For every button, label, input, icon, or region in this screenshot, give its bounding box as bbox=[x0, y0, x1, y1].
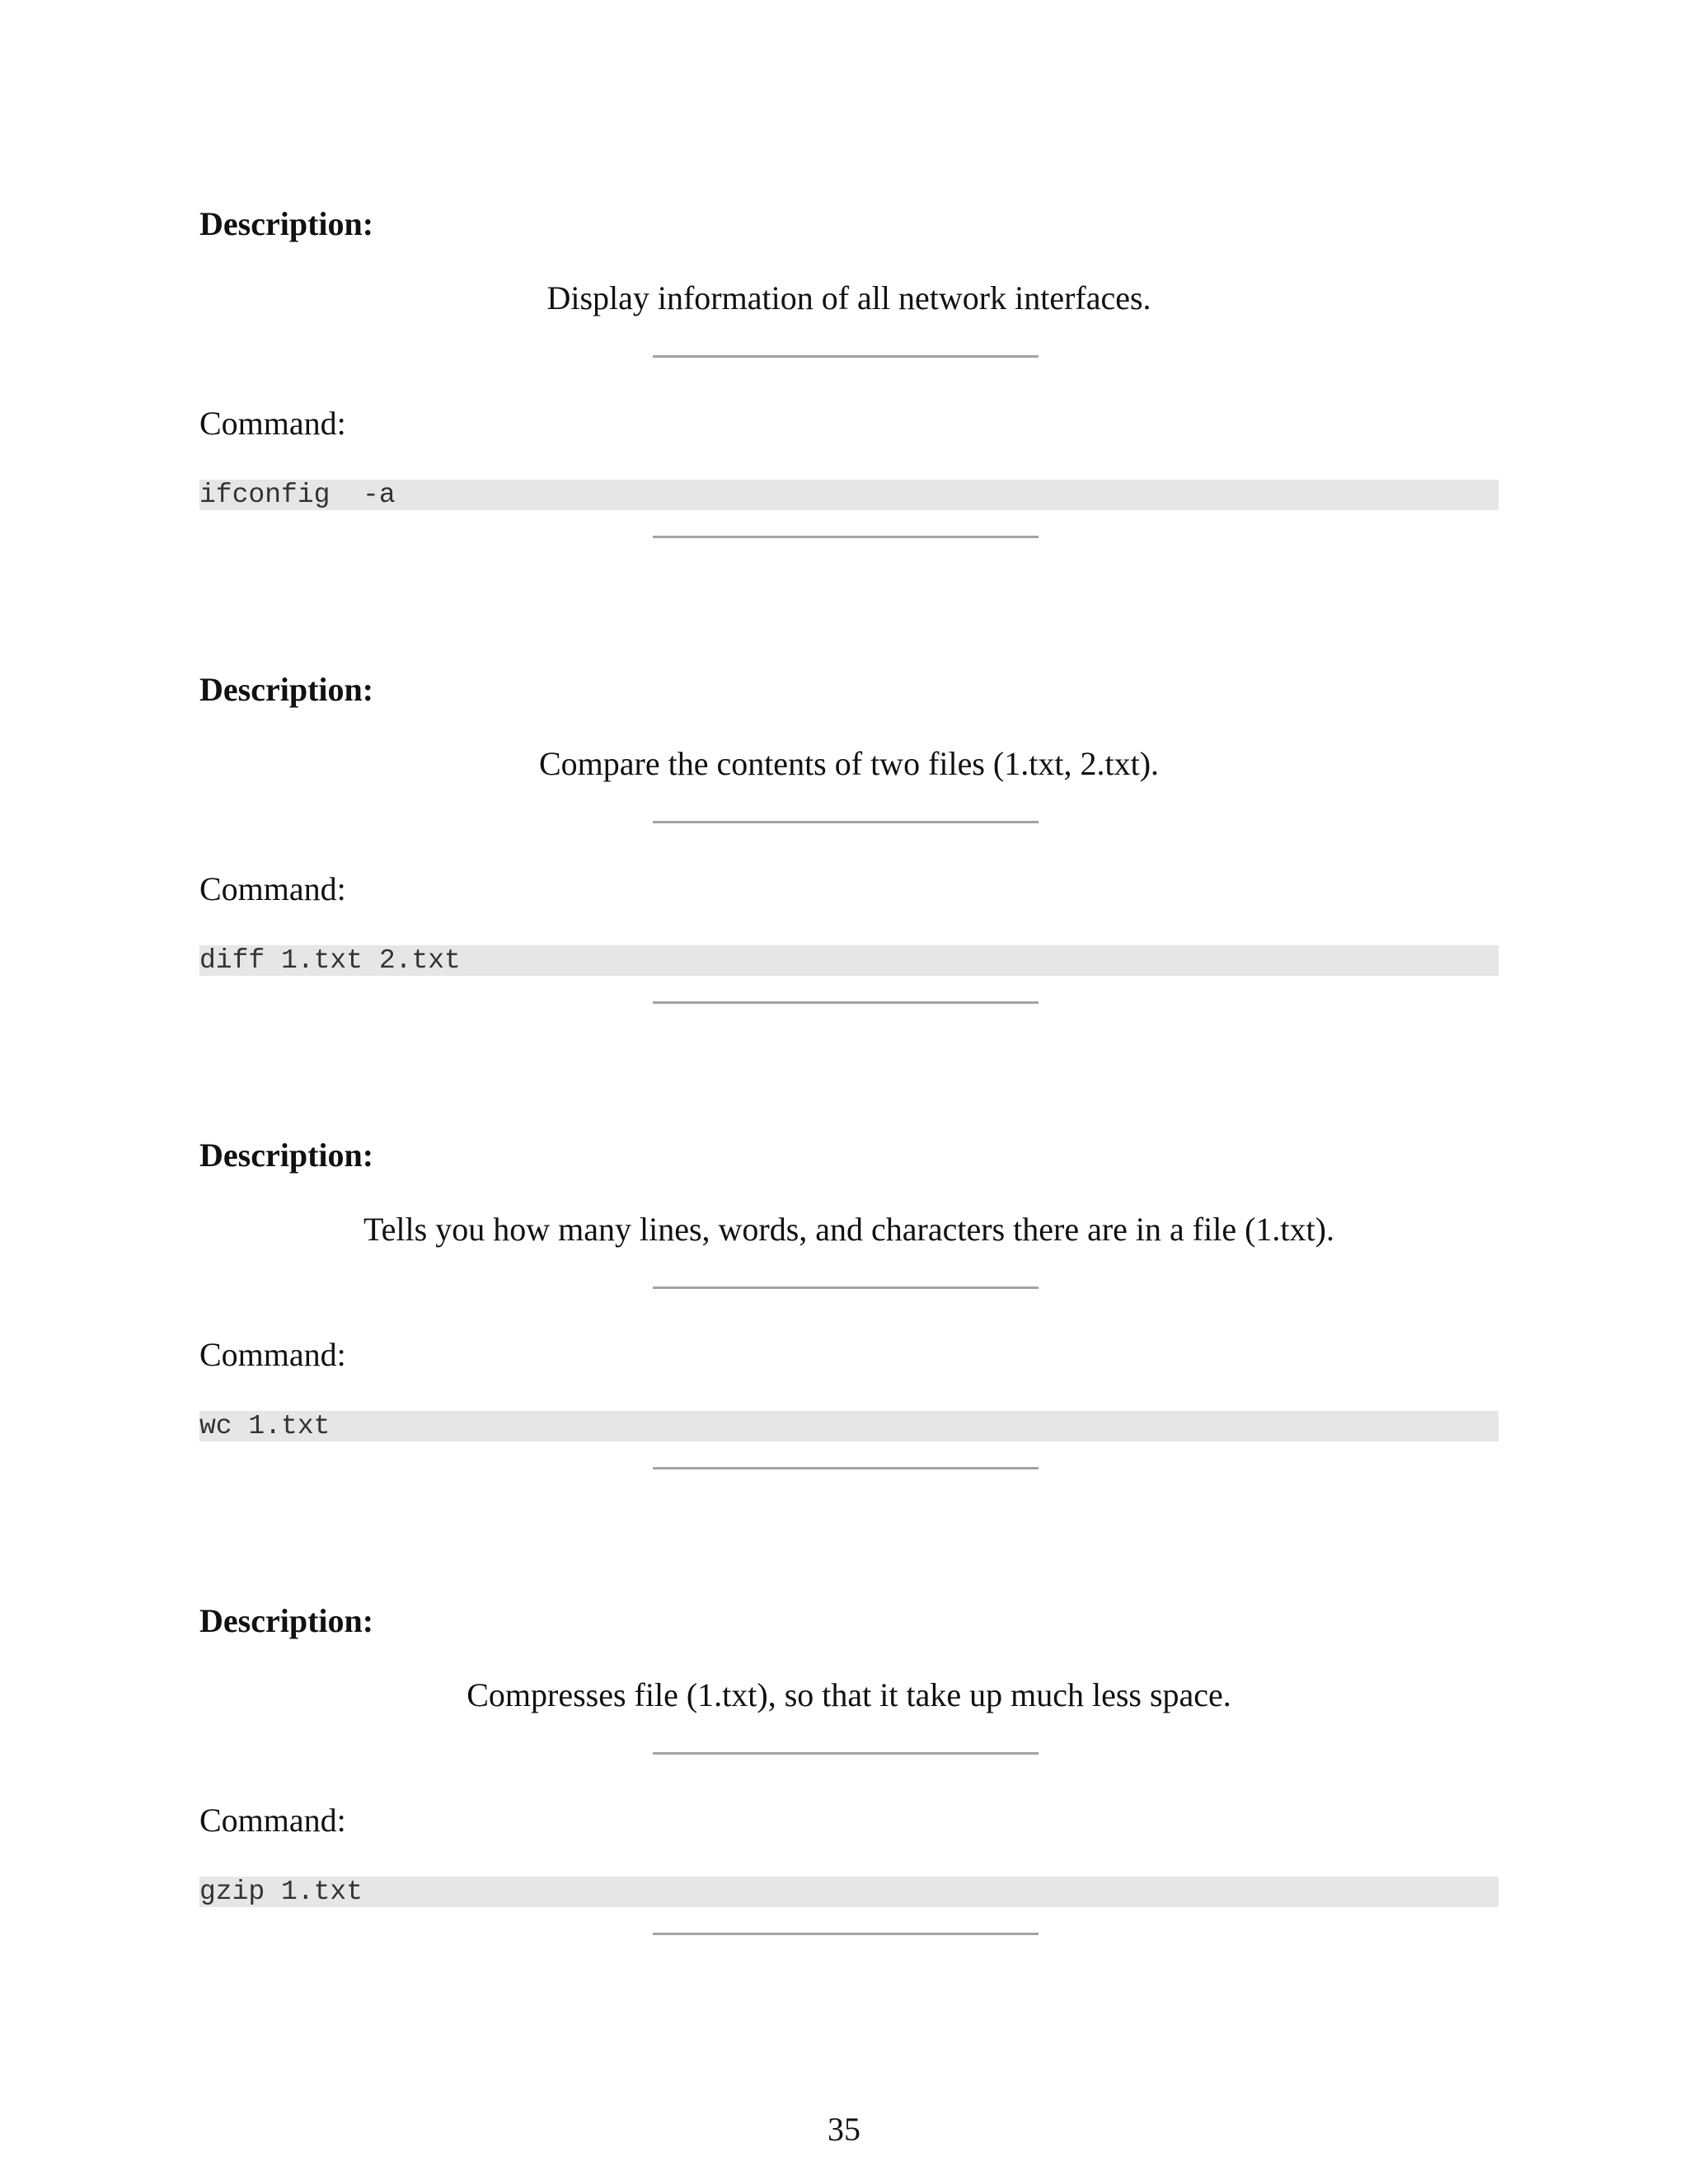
divider-line bbox=[653, 1001, 1039, 1004]
description-text: Tells you how many lines, words, and characters there are in a file (1.txt). bbox=[363, 1211, 1334, 1248]
divider-line bbox=[653, 1467, 1039, 1469]
command-label: Command: bbox=[199, 1336, 346, 1373]
divider-line bbox=[653, 1752, 1039, 1755]
command-entry-gzip bbox=[0, 1578, 1688, 2023]
page-number: 35 bbox=[828, 2111, 860, 2148]
command-entry-ifconfig bbox=[0, 181, 1688, 626]
description-label: Description: bbox=[199, 205, 374, 242]
command-entry-wc bbox=[0, 1113, 1688, 1558]
divider-line bbox=[653, 821, 1039, 823]
divider-line bbox=[653, 1286, 1039, 1289]
description-label: Description: bbox=[199, 1137, 374, 1174]
command-code-block bbox=[199, 1877, 1498, 1907]
description-label: Description: bbox=[199, 671, 374, 708]
description-label: Description: bbox=[199, 1602, 374, 1639]
divider-line bbox=[653, 355, 1039, 358]
description-text: Display information of all network interfaces. bbox=[546, 279, 1151, 316]
command-code-block bbox=[199, 1411, 1498, 1441]
command-label: Command: bbox=[199, 870, 346, 907]
command-code-block bbox=[199, 945, 1498, 976]
description-text: Compare the contents of two files (1.txt, 2.txt). bbox=[538, 745, 1160, 782]
command-text: diff 1.txt 2.txt bbox=[199, 945, 461, 976]
divider-line bbox=[653, 536, 1039, 538]
command-text: ifconfig -a bbox=[199, 480, 396, 510]
divider-line bbox=[653, 1933, 1039, 1935]
command-label: Command: bbox=[199, 1802, 346, 1839]
command-entry-diff bbox=[0, 647, 1688, 1092]
description-text: Compresses file (1.txt), so that it take up much less space. bbox=[467, 1676, 1231, 1713]
command-text: gzip 1.txt bbox=[199, 1877, 363, 1907]
command-code-block bbox=[199, 480, 1498, 510]
command-text: wc 1.txt bbox=[199, 1411, 331, 1441]
command-label: Command: bbox=[199, 405, 346, 442]
